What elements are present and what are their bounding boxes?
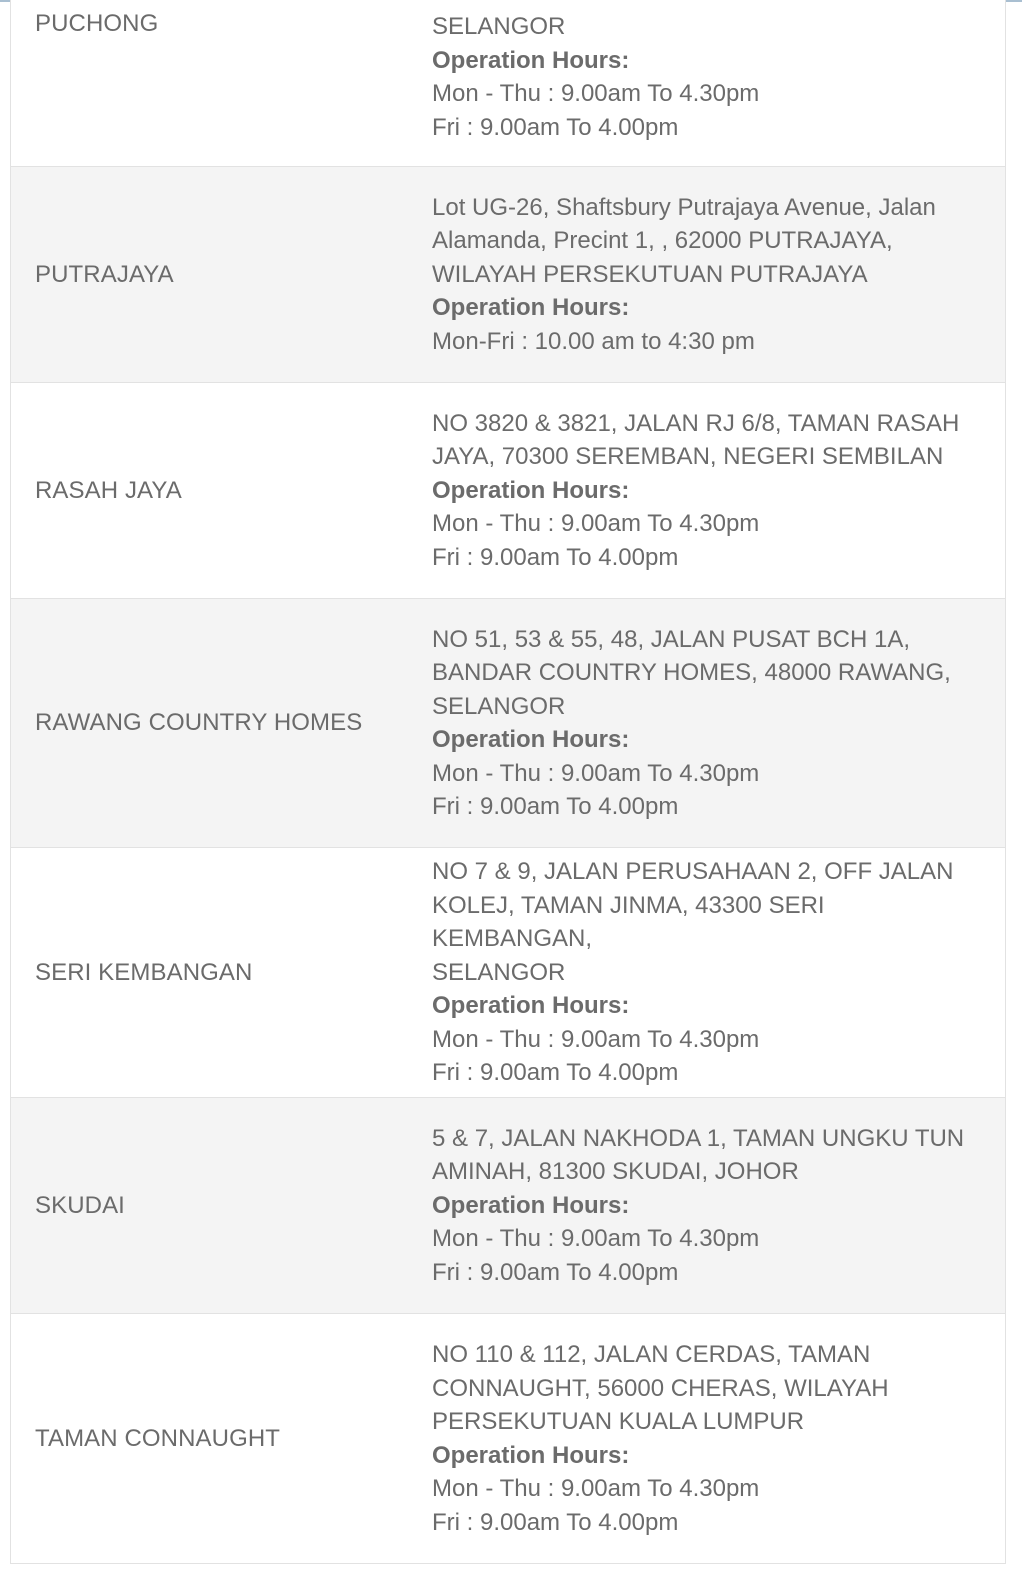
address-line: SELANGOR	[432, 958, 566, 986]
branch-details	[408, 623, 1005, 824]
address-line: 5 & 7, JALAN NAKHODA 1, TAMAN UNGKU TUN	[432, 1124, 965, 1152]
branch-details	[408, 1338, 1005, 1539]
branch-table	[10, 0, 1006, 1564]
table-row	[11, 1098, 1005, 1314]
hours-line: Mon - Thu : 9.00am To 4.30pm	[432, 80, 760, 107]
branch-name: PUCHONG	[35, 10, 159, 37]
branch-name: PUTRAJAYA	[35, 260, 174, 288]
hours-line: Mon - Thu : 9.00am To 4.30pm	[432, 1025, 760, 1053]
hours-label: Operation Hours:	[432, 992, 630, 1020]
hours-line: Fri : 9.00am To 4.00pm	[432, 543, 679, 571]
address-line: SELANGOR	[432, 692, 566, 720]
address-line: NO 3820 & 3821, JALAN RJ 6/8, TAMAN RASAH	[432, 409, 960, 437]
address-line: NO 7 & 9, JALAN PERUSAHAAN 2, OFF JALAN	[432, 858, 954, 886]
branch-name: RASAH JAYA	[35, 476, 182, 504]
table-row	[11, 383, 1005, 599]
address-line: PERSEKUTUAN KUALA LUMPUR	[432, 1408, 805, 1435]
hours-label: Operation Hours:	[432, 476, 630, 504]
hours-label: Operation Hours:	[432, 294, 630, 322]
address-line: BANDAR COUNTRY HOMES, 48000 RAWANG,	[432, 659, 951, 686]
branch-details	[408, 855, 1005, 1090]
hours-line: Mon - Thu : 9.00am To 4.30pm	[432, 759, 760, 787]
hours-label: Operation Hours:	[432, 46, 630, 74]
address-line: SELANGOR	[432, 13, 566, 40]
address-line: NO 51, 53 & 55, 48, JALAN PUSAT BCH 1A,	[432, 625, 910, 653]
table-row	[11, 0, 1005, 167]
branch-details	[408, 1122, 1005, 1290]
address-line: CONNAUGHT, 56000 CHERAS, WILAYAH	[432, 1374, 889, 1402]
address-line: NO 110 & 112, JALAN CERDAS, TAMAN	[432, 1341, 871, 1368]
address-line: AMINAH, 81300 SKUDAI, JOHOR	[432, 1158, 799, 1186]
branch-details	[408, 407, 1005, 575]
branch-name: RAWANG COUNTRY HOMES	[35, 709, 363, 736]
hours-line: Fri : 9.00am To 4.00pm	[432, 793, 679, 820]
hours-line: Mon - Thu : 9.00am To 4.30pm	[432, 510, 760, 538]
hours-line: Fri : 9.00am To 4.00pm	[432, 1059, 679, 1087]
hours-line: Mon - Thu : 9.00am To 4.30pm	[432, 1475, 760, 1502]
hours-label: Operation Hours:	[432, 726, 630, 753]
table-row	[11, 599, 1005, 848]
address-line: KOLEJ, TAMAN JINMA, 43300 SERI KEMBANGAN,	[432, 891, 825, 953]
table-row	[11, 848, 1005, 1098]
address-line: Lot UG-26, Shaftsbury Putrajaya Avenue, Jalan	[432, 193, 936, 221]
branch-details	[408, 10, 1005, 166]
hours-line: Mon-Fri : 10.00 am to 4:30 pm	[432, 327, 755, 355]
table-row	[11, 1314, 1005, 1564]
hours-line: Fri : 9.00am To 4.00pm	[432, 1258, 679, 1286]
branch-name: SKUDAI	[35, 1191, 125, 1219]
table-row	[11, 167, 1005, 383]
branch-details	[408, 191, 1005, 359]
address-line: WILAYAH PERSEKUTUAN PUTRAJAYA	[432, 260, 868, 288]
hours-label: Operation Hours:	[432, 1191, 630, 1219]
hours-line: Fri : 9.00am To 4.00pm	[432, 113, 679, 141]
hours-label: Operation Hours:	[432, 1441, 630, 1469]
address-line: JAYA, 70300 SEREMBAN, NEGERI SEMBILAN	[432, 443, 944, 471]
hours-line: Fri : 9.00am To 4.00pm	[432, 1508, 679, 1536]
hours-line: Mon - Thu : 9.00am To 4.30pm	[432, 1225, 760, 1253]
address-line: Alamanda, Precint 1, , 62000 PUTRAJAYA,	[432, 227, 893, 255]
branch-name: SERI KEMBANGAN	[35, 958, 253, 986]
branch-name: TAMAN CONNAUGHT	[35, 1424, 281, 1452]
